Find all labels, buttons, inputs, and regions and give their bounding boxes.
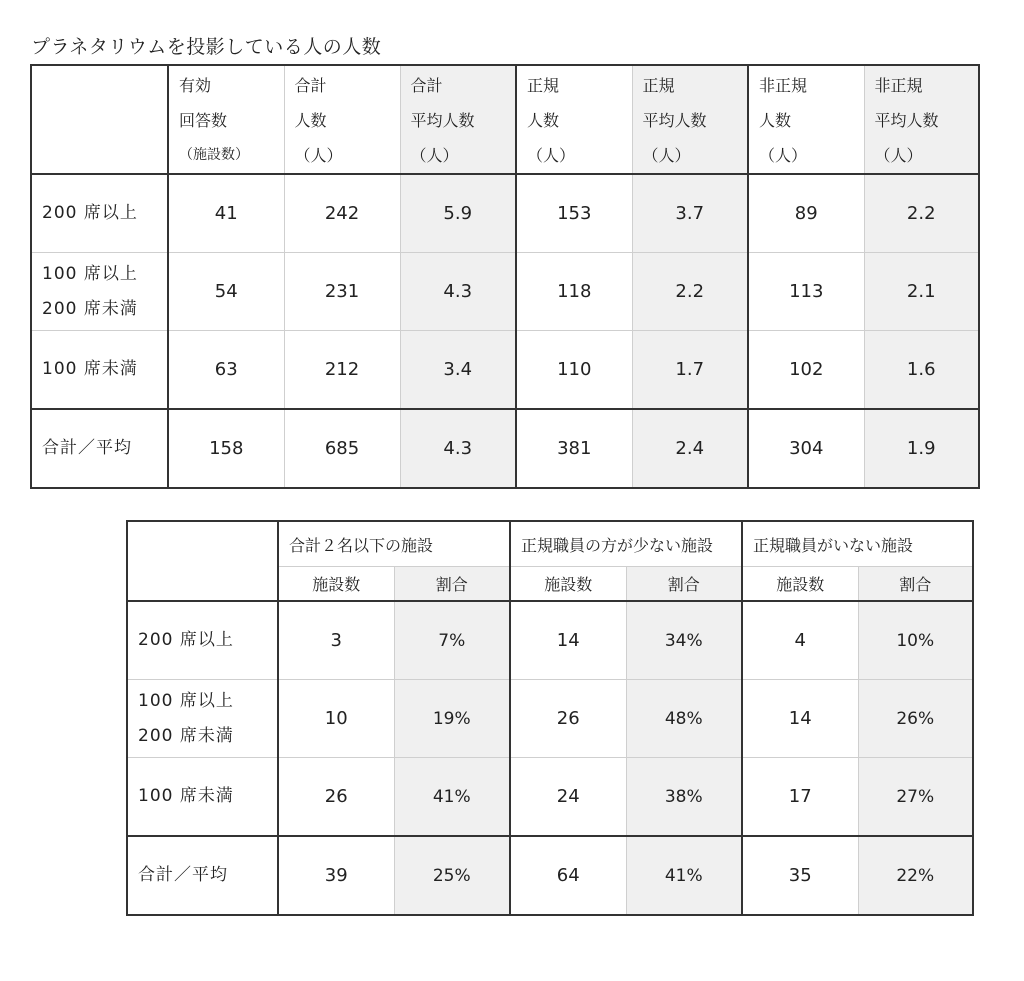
table-cell: 153 — [516, 174, 632, 253]
subheader: 割合 — [394, 567, 510, 602]
corner-cell — [127, 521, 278, 601]
table-cell: 19% — [394, 680, 510, 758]
table-cell: 113 — [748, 253, 864, 331]
table-cell: 110 — [516, 331, 632, 410]
table-cell: 41% — [626, 836, 742, 915]
staff-count-table — [30, 64, 980, 489]
table-cell: 26 — [510, 680, 626, 758]
table-cell: 1.9 — [864, 409, 979, 488]
header-valid-responses: 有効 回答数 （施設数） — [168, 65, 284, 174]
table-cell: 2.2 — [864, 174, 979, 253]
table-cell: 4.3 — [400, 409, 516, 488]
subheader: 割合 — [858, 567, 973, 602]
table-cell: 48% — [626, 680, 742, 758]
table-cell: 25% — [394, 836, 510, 915]
table-row — [127, 680, 973, 758]
corner-cell — [31, 65, 168, 174]
table-cell: 2.2 — [632, 253, 748, 331]
row-label: 合計／平均 — [127, 836, 278, 915]
table-cell: 4.3 — [400, 253, 516, 331]
table-cell: 35 — [742, 836, 858, 915]
table-cell: 89 — [748, 174, 864, 253]
table-cell: 24 — [510, 758, 626, 837]
subheader: 施設数 — [278, 567, 394, 602]
subheader: 割合 — [626, 567, 742, 602]
table-row — [31, 174, 979, 253]
table-cell: 5.9 — [400, 174, 516, 253]
header-nonregular-count: 非正規 人数 （人） — [748, 65, 864, 174]
header-total-average: 合計 平均人数 （人） — [400, 65, 516, 174]
table-cell: 39 — [278, 836, 394, 915]
table-cell: 3.7 — [632, 174, 748, 253]
table-cell: 41% — [394, 758, 510, 837]
row-label: 100 席以上 200 席未満 — [31, 253, 168, 331]
row-label: 100 席未満 — [127, 758, 278, 837]
group-header: 合計２名以下の施設 — [278, 521, 510, 567]
table-cell: 38% — [626, 758, 742, 837]
table-cell: 3 — [278, 601, 394, 680]
table-cell: 26 — [278, 758, 394, 837]
row-label: 合計／平均 — [31, 409, 168, 488]
table-cell: 102 — [748, 331, 864, 410]
table-cell: 63 — [168, 331, 284, 410]
row-label: 100 席未満 — [31, 331, 168, 410]
table-cell: 10 — [278, 680, 394, 758]
subheader: 施設数 — [510, 567, 626, 602]
header-regular-count: 正規 人数 （人） — [516, 65, 632, 174]
facility-ratio-table — [126, 520, 974, 916]
table-cell: 304 — [748, 409, 864, 488]
group-header: 正規職員の方が少ない施設 — [510, 521, 742, 567]
table-cell: 1.7 — [632, 331, 748, 410]
table-cell: 212 — [284, 331, 400, 410]
table-cell: 381 — [516, 409, 632, 488]
table-cell: 1.6 — [864, 331, 979, 410]
table-cell: 14 — [510, 601, 626, 680]
table-cell: 231 — [284, 253, 400, 331]
table-cell: 10% — [858, 601, 973, 680]
group-header: 正規職員がいない施設 — [742, 521, 973, 567]
header-total-count: 合計 人数 （人） — [284, 65, 400, 174]
table-header-row — [31, 65, 979, 174]
page-title: プラネタリウムを投影している人の人数 — [31, 36, 382, 58]
table-cell: 64 — [510, 836, 626, 915]
table-row — [31, 331, 979, 410]
table-cell: 158 — [168, 409, 284, 488]
table-cell: 2.1 — [864, 253, 979, 331]
table-cell: 22% — [858, 836, 973, 915]
table-cell: 7% — [394, 601, 510, 680]
header-nonregular-average: 非正規 平均人数 （人） — [864, 65, 979, 174]
table-cell: 3.4 — [400, 331, 516, 410]
table-cell: 14 — [742, 680, 858, 758]
table-cell: 41 — [168, 174, 284, 253]
table-row — [31, 253, 979, 331]
table-cell: 2.4 — [632, 409, 748, 488]
table-cell: 26% — [858, 680, 973, 758]
table-cell: 242 — [284, 174, 400, 253]
row-label: 200 席以上 — [127, 601, 278, 680]
table-cell: 118 — [516, 253, 632, 331]
table-cell: 54 — [168, 253, 284, 331]
table-cell: 27% — [858, 758, 973, 837]
subheader: 施設数 — [742, 567, 858, 602]
row-label: 100 席以上 200 席未満 — [127, 680, 278, 758]
row-label: 200 席以上 — [31, 174, 168, 253]
table-row — [127, 758, 973, 837]
header-regular-average: 正規 平均人数 （人） — [632, 65, 748, 174]
table-cell: 17 — [742, 758, 858, 837]
table-row — [127, 601, 973, 680]
table-total-row — [31, 409, 979, 488]
table-total-row — [127, 836, 973, 915]
table-cell: 685 — [284, 409, 400, 488]
table-cell: 4 — [742, 601, 858, 680]
table-cell: 34% — [626, 601, 742, 680]
table-group-header-row — [127, 521, 973, 567]
